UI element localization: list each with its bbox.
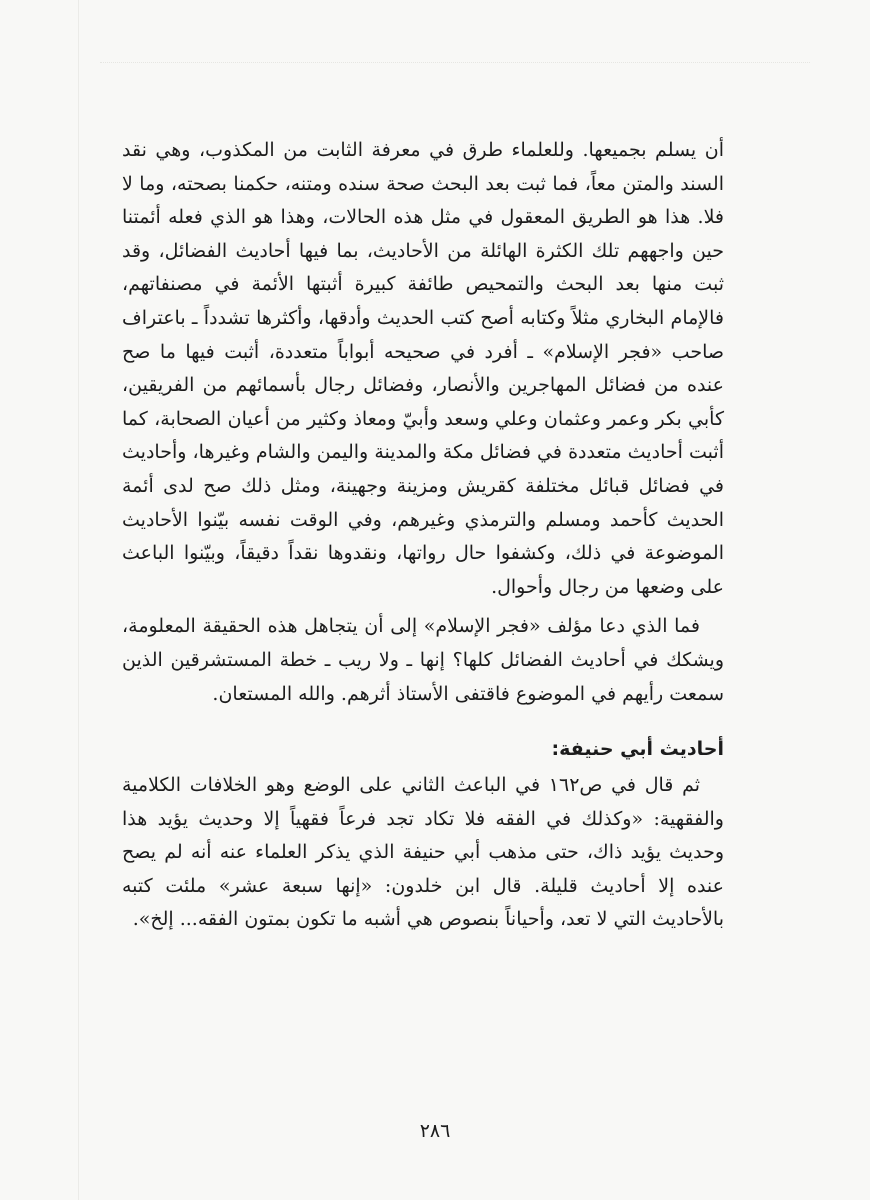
page-body bbox=[122, 134, 724, 937]
paragraph-3: ثم قال في ص١٦٢ في الباعث الثاني على الوضع وهو الخلافات الكلامية والفقهية: «وكذلك في الفقه فلا تكاد تجد فرعاً فقهياً إلا وحديث يؤيد هذا وحديث يؤيد ذاك، حتى مذهب أبي حنيفة الذي يذكر العلماء عنه أنه لم يصح عنده إلا أحاديث قليلة. قال ابن خلدون: «إنها سبعة عشر» ملئت كتبه بالأحاديث التي لا تعد، وأحياناً بنصوص هي أشبه ما تكون بمتون الفقه... إلخ». bbox=[122, 774, 724, 931]
section-heading: أحاديث أبي حنيفة: bbox=[551, 738, 724, 761]
paragraph-1: أن يسلم بجميعها. وللعلماء طرق في معرفة الثابت من المكذوب، وهي نقد السند والمتن معاً، فما ثبت بعد البحث صحة سنده ومتنه، حكمنا بصحته، وما لا فلا. هذا هو الطريق المعقول في مثل هذه الحالات، وهذا هو الذي فعله أئمتنا حين واجههم تلك الكثرة الهائلة من الأحاديث، بما فيها أحاديث الفضائل، وقد ثبت منها بعد البحث والتمحيص طائفة كبيرة أثبتها الأئمة في مصنفاتهم، فالإمام البخاري مثلاً وكتابه أصح كتب الحديث وأدقها، وأكثرها تشدداً ـ باعتراف صاحب «فجر الإسلام» ـ أفرد في صحيحه أبواباً متعددة، أثبت فيها ما صح عنده من فضائل المهاجرين والأنصار، وفضائل رجال بأسمائهم من الفريقين، كأبي بكر وعمر وعثمان وعلي وسعد وأبيّ ومعاذ وكثير من أعيان الصحابة، كما أثبت أحاديث متعددة في فضائل مكة والمدينة واليمن والشام وغيرها، وأحاديث في فضائل قبائل مختلفة كقريش ومزينة وجهينة، ومثل ذلك صح لدى أئمة الحديث كأحمد ومسلم والترمذي وغيرهم، وفي الوقت نفسه بيّنوا الأحاديث الموضوعة في ذلك، وكشفوا حال رواتها، ونقدوها نقداً دقيقاً، وبيّنوا الباعث على وضعها من رجال وأحوال. bbox=[122, 139, 724, 598]
page-number: ٢٨٦ bbox=[419, 1120, 451, 1142]
paragraph-2: فما الذي دعا مؤلف «فجر الإسلام» إلى أن يتجاهل هذه الحقيقة المعلومة، ويشكك في أحاديث الفضائل كلها؟ إنها ـ ولا ريب ـ خطة المستشرقين الذين سمعت رأيهم في الموضوع فاقتفى الأستاذ أثرهم. والله المستعان. bbox=[122, 615, 724, 705]
scan-edge-line bbox=[78, 0, 79, 1200]
top-rule bbox=[100, 62, 810, 63]
